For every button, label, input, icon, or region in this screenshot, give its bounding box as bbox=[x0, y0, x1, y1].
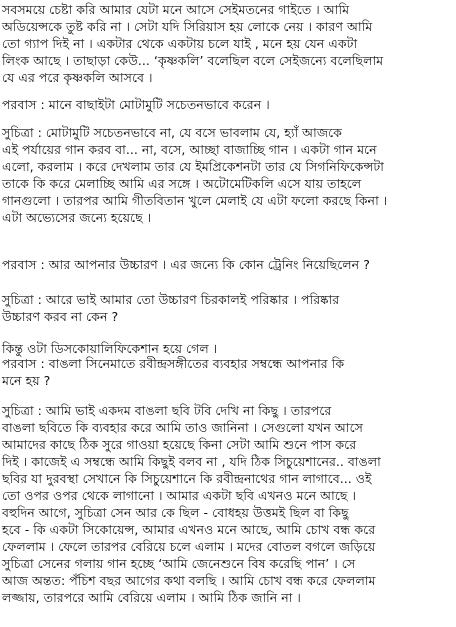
question-line: পরবাস : আর আপনার উচ্চারণ । এর জন্যে কি কোন ট্রেনিং নিয়েছিলেন ? bbox=[2, 257, 370, 272]
text-line: সবসময়ে চেষ্টা করি আমার যেটা মনে আসে সেইমতনের গাইতে । আমি bbox=[2, 2, 350, 17]
text-line: কিন্তু ওটা ডিসকোয়ালিফিকেশান হয়ে গেল । bbox=[2, 341, 218, 356]
text-line: মনে হয় ? bbox=[2, 373, 51, 388]
text-line: গানগুলো । তারপর আমি গীতবিতান খুলে মেলাই যে এটা ফলো করছে কিনা । bbox=[2, 193, 388, 208]
text-line: দিই । কাজেই এ সম্বন্ধে আমি কিছুই বলব না , যদি ঠিক সিচুয়েশানের.. বাঙলা bbox=[2, 454, 381, 469]
text-line: ছবির যা দুরবস্থা সেখানে কি সিচুয়েশানে কি রবীন্দ্রনাথের গান লাগাবে... ওই bbox=[2, 471, 372, 486]
text-line: তো গ্যাপ দিই না । একটার থেকে একটায় চলে যাই , মনে হয় যেন একটা bbox=[2, 36, 358, 51]
answer-line: সুচিত্রা : আরে ভাই আমার তো উচ্চারণ চিরকালই পরিষ্কার । পরিষ্কার bbox=[2, 292, 340, 307]
text-line: তাকে কি করে মেলাচ্ছি আমি এর সঙ্গে । অটোমেটিকলি এসে যায় তাহলে bbox=[2, 176, 362, 191]
text-line: এই পর্যায়ের গান করব বা... না, বসে, আচ্ছা বাজাচ্ছি গান । একটা গান মনে bbox=[2, 142, 377, 157]
text-line: তো ওপর ওপর থেকে লাগানো । আমার একটা ছবি এখনও মনে আছে । bbox=[2, 488, 357, 503]
text-line: ফেললাম । ফেলে তারপর বেরিয়ে চলে এলাম । মদের বোতল বগলে জড়িয়ে bbox=[2, 539, 376, 554]
text-line: বহুদিন আগে, সুচিত্রা সেন আর কে ছিল - বোধহয় উত্তমই ছিল বা কিছু bbox=[2, 505, 349, 520]
text-line: যে এর পরে কৃষ্ণকলি আসবে । bbox=[2, 70, 153, 85]
text-line: উচ্চারণ করব না কেন ? bbox=[2, 309, 119, 324]
text-line: লিংক আছে । তাছাড়া কেউ... ‘কৃষ্ণকলি’ বলেছিল বলে সেইজন্যে বলেছিলাম bbox=[2, 53, 384, 68]
text-line: সুচিত্রা সেনের গলায় গান হচ্ছে ‘আমি জেনেশুনে বিষ করেছি পান’ । সে bbox=[2, 556, 356, 571]
question-line: পরবাস : মানে বাছাইটা মোটামুটি সচেতনভাবে করেন । bbox=[2, 97, 270, 112]
text-line: এটা অভ্যেসের জন্যে হয়েছে । bbox=[2, 210, 152, 225]
question-line: পরবাস : বাঙলা সিনেমাতে রবীন্দ্রসঙ্গীতের ব্যবহার সম্বন্ধে আপনার কি bbox=[2, 356, 345, 371]
text-line: লজ্জায়, তারপরে আমি বেরিয়ে এলাম । আমি ঠিক জানি না । bbox=[2, 590, 301, 605]
answer-line: সুচিত্রা : মোটামুটি সচেতনভাবে না, যে বসে ভাবলাম যে, হ্যাঁ আজকে bbox=[2, 125, 342, 140]
text-line: বাঙলা ছবিতে কি ব্যবহার করে আমি তাও জানিনা । সেগুলো যখন আসে bbox=[2, 420, 363, 435]
text-line: হবে - কি একটা সিকোয়েন্স, আমার এখনও মনে আছে, আমি চোখ বন্ধ করে bbox=[2, 522, 376, 537]
answer-line: সুচিত্রা : আমি ভাই একদম বাঙলা ছবি টবি দেখি না কিছু । তারপরে bbox=[2, 403, 332, 418]
text-line: এলো, করলাম । করে দেখলাম তার যে ইমপ্রিকেশনটা তার যে সিগনিফিকেন্সটা bbox=[2, 159, 384, 174]
text-line: আমাদের কাছে ঠিক সুরে গাওয়া হয়েছে কিনা সেটা আমি শুনে পাস করে bbox=[2, 437, 357, 452]
text-line: অডিয়েন্সকে তুষ্ট করি না । সেটা যদি সিরিয়াস হয় লোকে নেয় । কারণ আমি bbox=[2, 19, 373, 34]
text-line: আজ অন্তত: পঁচিশ বছর আগের কথা বলছি । আমি চোখ বন্ধ করে ফেললাম bbox=[2, 573, 376, 588]
